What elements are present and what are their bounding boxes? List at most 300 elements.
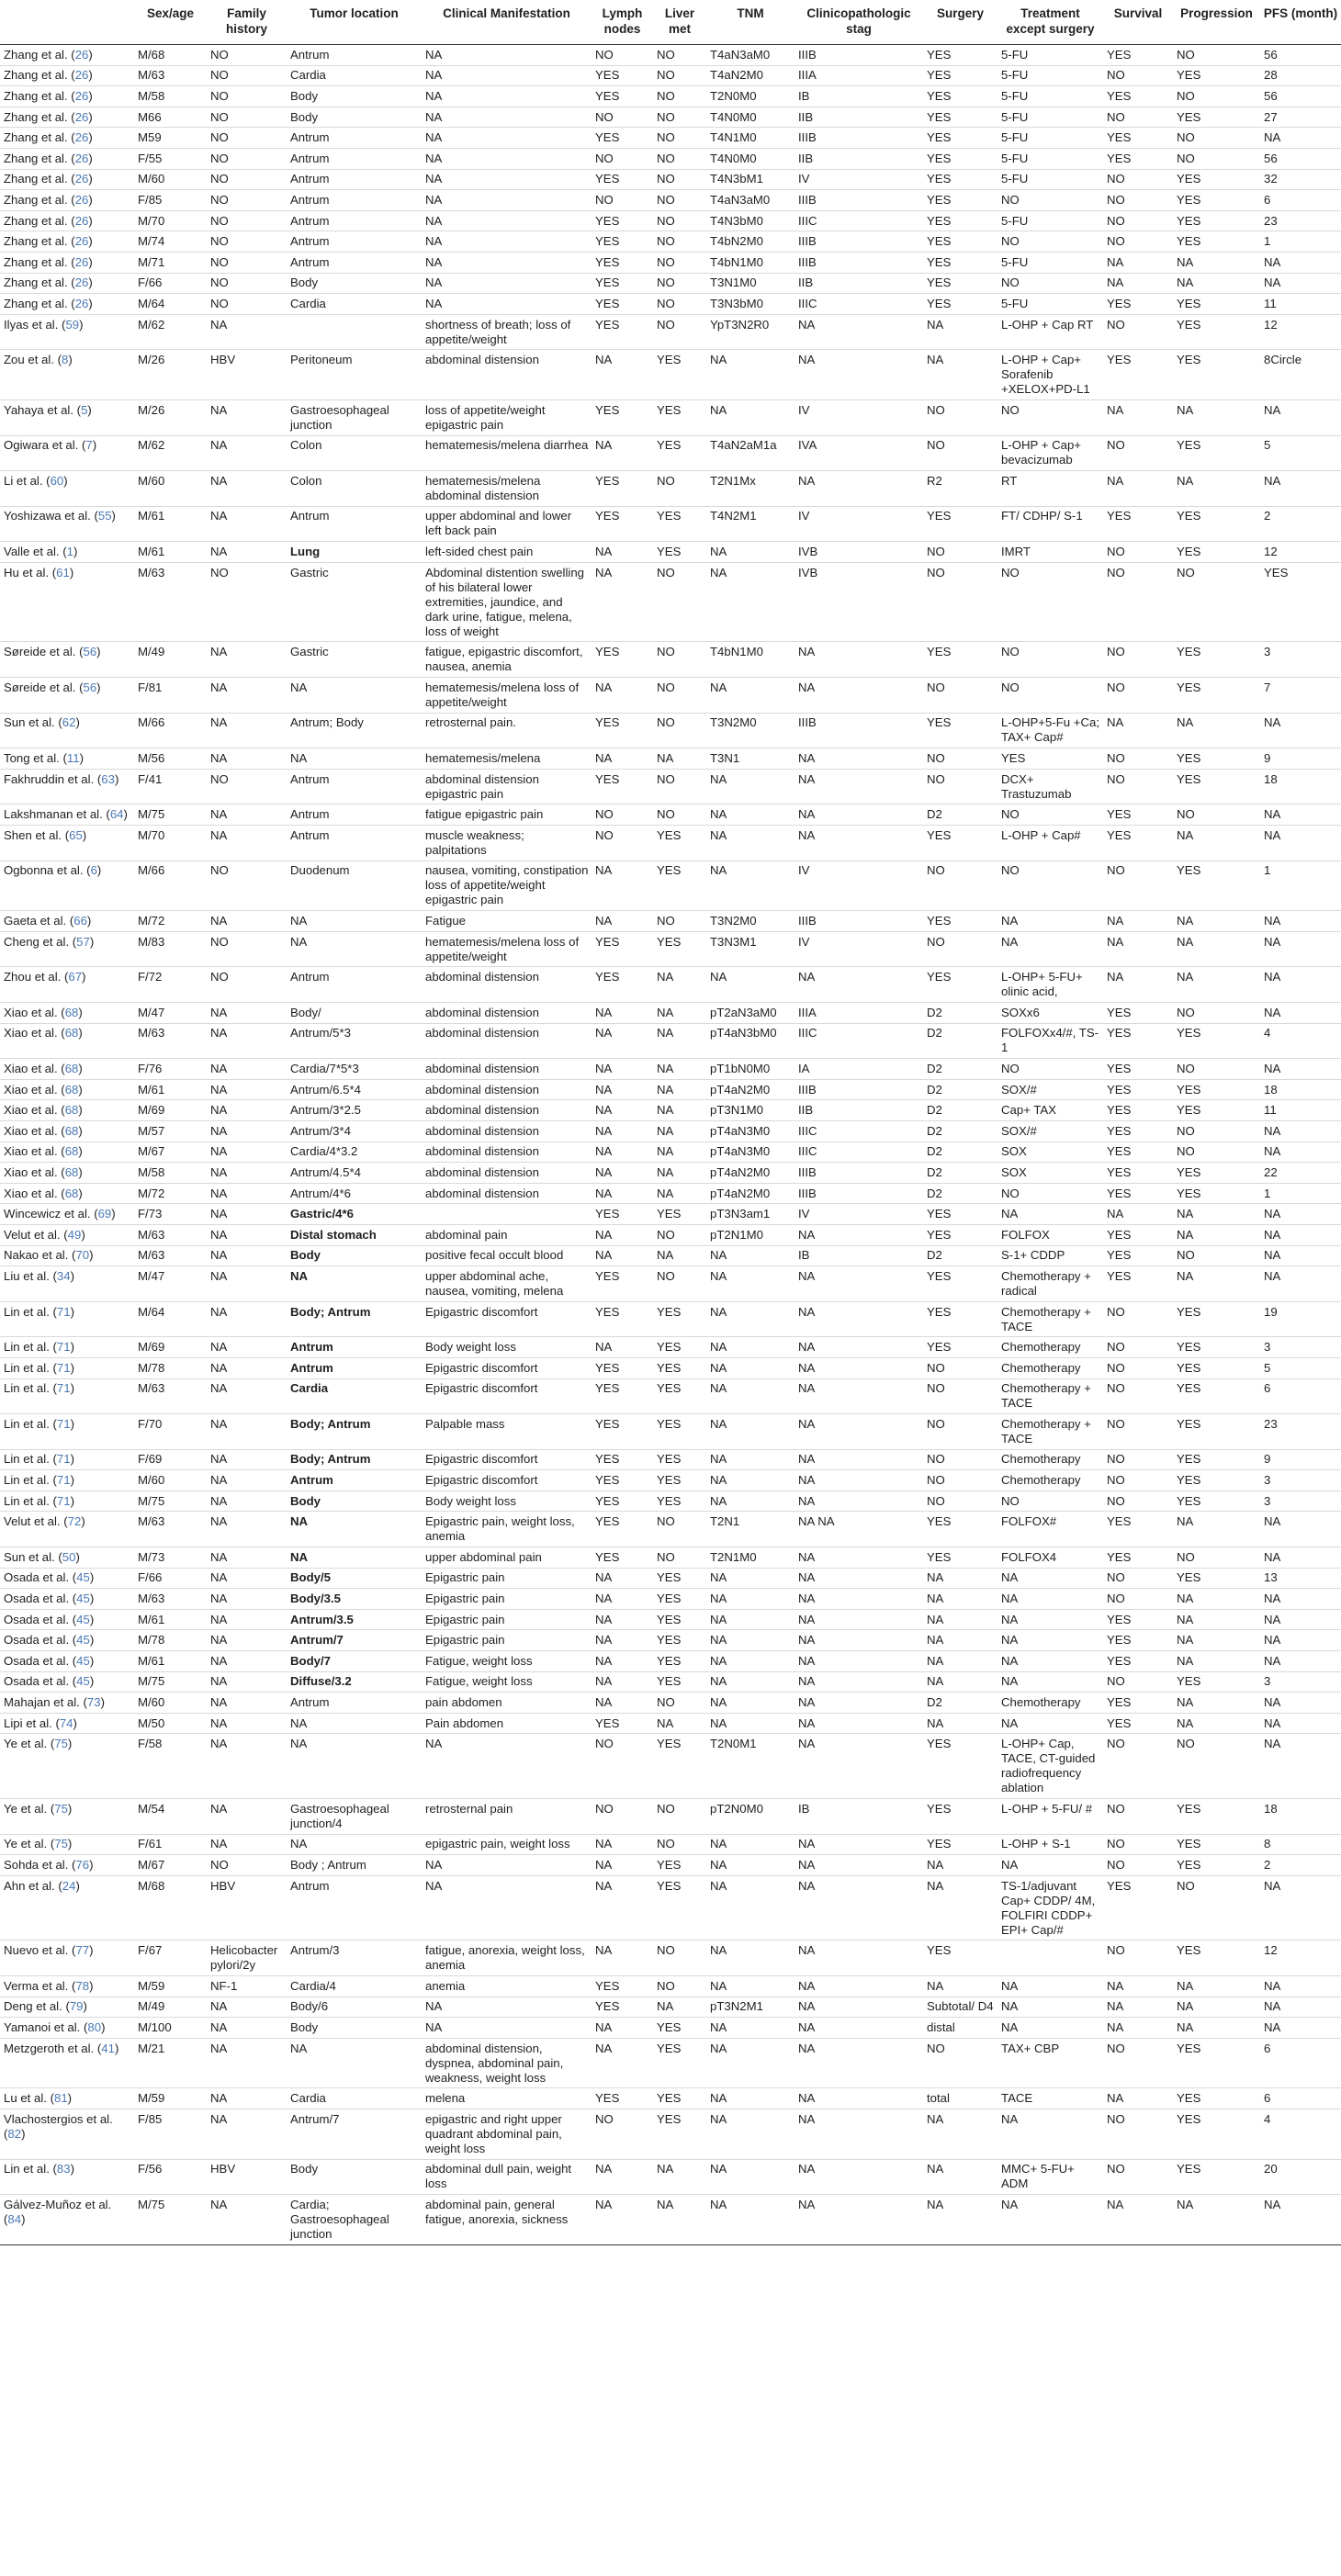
table-cell: NA (1260, 1003, 1341, 1024)
table-cell: M/50 (134, 1713, 207, 1734)
table-cell: NA (794, 2195, 923, 2245)
table-row (0, 1224, 1341, 1245)
table-cell: 5-FU (997, 294, 1103, 315)
reference-link[interactable]: 72 (67, 1514, 82, 1529)
table-cell: Cap+ TAX (997, 1100, 1103, 1121)
table-cell: YES (592, 169, 653, 190)
table-cell: NA (706, 1301, 794, 1337)
table-cell: 5-FU (997, 128, 1103, 149)
table-cell: NO (207, 107, 287, 128)
table-cell: YES (653, 399, 706, 435)
table-cell: M/60 (134, 1470, 207, 1491)
table-cell: NA (706, 2088, 794, 2109)
table-cell: NO (653, 471, 706, 507)
table-cell: NO (653, 107, 706, 128)
table-cell: YES (592, 1512, 653, 1547)
table-cell: YES (1173, 1449, 1260, 1470)
reference-link[interactable]: 26 (74, 276, 89, 290)
table-cell: SOXx6 (997, 1003, 1103, 1024)
study-cell: Ilyas et al. (59) (0, 314, 134, 350)
table-cell: NO (1103, 107, 1173, 128)
table-cell: NA (794, 826, 923, 861)
table-cell: IV (794, 169, 923, 190)
table-row (0, 1490, 1341, 1512)
table-cell: YES (653, 931, 706, 967)
table-cell: epigastric and right upper quadrant abdominal pain, weight loss (422, 2109, 592, 2159)
reference-link[interactable]: 80 (87, 2019, 102, 2034)
table-cell: Antrum (287, 506, 422, 542)
table-cell: NA (794, 2038, 923, 2088)
reference-link[interactable]: 57 (76, 934, 90, 949)
reference-link[interactable]: 26 (74, 109, 89, 124)
table-cell: M/59 (134, 1975, 207, 1997)
reference-link[interactable]: 45 (76, 1570, 90, 1585)
table-cell: NA (207, 1414, 287, 1450)
table-cell: NA (592, 1245, 653, 1266)
table-cell: M/75 (134, 1671, 207, 1693)
table-cell: NA (1260, 1975, 1341, 1997)
table-cell: YES (592, 1713, 653, 1734)
column-header: Tumor location (287, 0, 422, 45)
table-cell: R2 (923, 471, 997, 507)
reference-link[interactable]: 71 (56, 1304, 71, 1319)
reference-link[interactable]: 45 (76, 1592, 90, 1606)
table-cell: D2 (923, 1142, 997, 1163)
table-cell: NA (706, 1713, 794, 1734)
table-cell: YES (1173, 2159, 1260, 2195)
column-header: Survival (1103, 0, 1173, 45)
table-cell: L-OHP + Cap RT (997, 314, 1103, 350)
table-cell: IB (794, 1799, 923, 1835)
reference-link[interactable]: 68 (64, 1082, 79, 1097)
table-cell: NA (706, 1337, 794, 1358)
table-row (0, 506, 1341, 542)
table-cell: IIB (794, 273, 923, 294)
table-row (0, 45, 1341, 66)
table-cell: SOX (997, 1163, 1103, 1184)
table-cell: NA (1173, 1589, 1260, 1610)
table-cell: NA (653, 1023, 706, 1059)
reference-link[interactable]: 76 (75, 1857, 90, 1872)
table-cell: 22 (1260, 1163, 1341, 1184)
table-cell: shortness of breath; loss of appetite/weight (422, 314, 592, 350)
table-cell: abdominal distension (422, 967, 592, 1003)
table-cell: NO (1103, 562, 1173, 642)
table-cell: YES (1173, 1568, 1260, 1589)
table-cell: NA (207, 1834, 287, 1855)
table-cell: NA (1173, 1630, 1260, 1651)
table-cell: NA (1260, 1609, 1341, 1630)
table-cell: M/62 (134, 314, 207, 350)
reference-link[interactable]: 75 (54, 1837, 68, 1851)
table-cell: YES (1173, 769, 1260, 804)
table-cell: L-OHP+5-Fu +Ca; TAX+ Cap# (997, 713, 1103, 748)
table-cell: NA (422, 294, 592, 315)
table-cell: NA (1173, 1266, 1260, 1302)
reference-link[interactable]: 41 (101, 2041, 115, 2055)
reference-link[interactable]: 11 (66, 751, 80, 766)
table-cell: Antrum (287, 252, 422, 273)
reference-link[interactable]: 79 (69, 1999, 84, 2014)
table-cell: Helicobacter pylori/2y (207, 1940, 287, 1976)
table-cell: NA (592, 1079, 653, 1100)
reference-link[interactable]: 65 (69, 827, 83, 842)
table-cell: NA (706, 1414, 794, 1450)
table-cell: IIB (794, 148, 923, 169)
reference-link[interactable]: 1 (66, 545, 73, 559)
column-header: Treatment except surgery (997, 0, 1103, 45)
reference-link[interactable]: 26 (74, 192, 89, 207)
table-cell: F/58 (134, 1734, 207, 1799)
reference-link[interactable]: 24 (62, 1878, 76, 1893)
table-cell: FOLFOX# (997, 1512, 1103, 1547)
table-cell: IIIC (794, 1142, 923, 1163)
study-cell: Verma et al. (78) (0, 1975, 134, 1997)
table-cell: YES (592, 231, 653, 253)
reference-link[interactable]: 68 (64, 1123, 79, 1138)
table-cell: NA (706, 1875, 794, 1940)
table-cell: YES (1260, 562, 1341, 642)
table-cell: Antrum (287, 148, 422, 169)
study-cell: Valle et al. (1) (0, 542, 134, 563)
table-cell: NA (1260, 1245, 1341, 1266)
table-cell: D2 (923, 804, 997, 826)
study-cell: Søreide et al. (56) (0, 642, 134, 678)
reference-link[interactable]: 71 (56, 1416, 71, 1431)
table-cell: YES (1173, 1834, 1260, 1855)
table-cell: NA (794, 1834, 923, 1855)
study-cell: Zhang et al. (26) (0, 65, 134, 86)
table-cell: NA (207, 399, 287, 435)
table-cell: NA (706, 2109, 794, 2159)
table-cell: Antrum/7 (287, 1630, 422, 1651)
reference-link[interactable]: 26 (74, 130, 89, 145)
table-cell: NA (794, 642, 923, 678)
table-cell: YES (653, 1301, 706, 1337)
reference-link[interactable]: 26 (74, 47, 89, 62)
study-cell: Li et al. (60) (0, 471, 134, 507)
reference-link[interactable]: 66 (73, 914, 87, 928)
table-cell: Chemotherapy + TACE (997, 1301, 1103, 1337)
table-cell: YES (592, 506, 653, 542)
table-cell: IIB (794, 1100, 923, 1121)
reference-link[interactable]: 81 (53, 2091, 68, 2106)
table-cell: NA (794, 1975, 923, 1997)
table-cell: 2 (1260, 506, 1341, 542)
table-cell: YES (653, 1470, 706, 1491)
table-cell: D2 (923, 1163, 997, 1184)
reference-link[interactable]: 68 (64, 1026, 79, 1041)
table-row (0, 1547, 1341, 1569)
table-cell: YES (1173, 435, 1260, 471)
reference-link[interactable]: 71 (56, 1381, 71, 1396)
reference-link[interactable]: 8 (62, 353, 69, 367)
table-cell: NO (997, 273, 1103, 294)
table-row (0, 748, 1341, 770)
table-cell: Antrum (287, 45, 422, 66)
table-row (0, 1875, 1341, 1940)
table-cell: NO (1103, 314, 1173, 350)
table-row (0, 1799, 1341, 1835)
study-cell: Lakshmanan et al. (64) (0, 804, 134, 826)
reference-link[interactable]: 68 (64, 1164, 79, 1179)
table-cell: M/68 (134, 45, 207, 66)
table-cell: M/49 (134, 1997, 207, 2018)
table-cell: NA (422, 169, 592, 190)
table-cell: NA (794, 471, 923, 507)
table-cell: YES (592, 713, 653, 748)
reference-link[interactable]: 74 (59, 1715, 73, 1730)
reference-link[interactable]: 45 (76, 1612, 90, 1626)
table-cell: Antrum (287, 190, 422, 211)
table-cell: NA (1260, 1734, 1341, 1799)
reference-link[interactable]: 68 (64, 1103, 79, 1118)
reference-link[interactable]: 64 (109, 807, 124, 822)
table-cell: NA (1260, 1059, 1341, 1080)
table-cell: NA (1173, 273, 1260, 294)
table-cell: YES (923, 1224, 997, 1245)
reference-link[interactable]: 71 (56, 1473, 71, 1488)
table-cell: NO (653, 1799, 706, 1835)
reference-link[interactable]: 68 (64, 1144, 79, 1159)
table-cell: Cardia (287, 1378, 422, 1414)
table-cell: NA (706, 1693, 794, 1714)
table-cell: NA (653, 1142, 706, 1163)
reference-link[interactable]: 56 (83, 645, 97, 659)
table-cell: NA (422, 2018, 592, 2039)
table-cell: YES (592, 931, 653, 967)
table-cell: NA (422, 86, 592, 107)
study-cell: Ye et al. (75) (0, 1799, 134, 1835)
reference-link[interactable]: 75 (54, 1737, 68, 1751)
table-cell: NA (706, 542, 794, 563)
column-header: PFS (month) (1260, 0, 1341, 45)
reference-link[interactable]: 26 (74, 88, 89, 103)
study-cell: Zhang et al. (26) (0, 128, 134, 149)
table-row (0, 231, 1341, 253)
reference-link[interactable]: 5 (81, 402, 88, 417)
reference-link[interactable]: 45 (76, 1653, 90, 1668)
table-cell: Epigastric discomfort (422, 1357, 592, 1378)
table-cell: NA (207, 2018, 287, 2039)
table-row (0, 911, 1341, 932)
table-cell: NA (706, 826, 794, 861)
table-cell: IIIA (794, 65, 923, 86)
reference-link[interactable]: 68 (64, 1005, 79, 1019)
reference-link[interactable]: 45 (76, 1633, 90, 1648)
table-cell: NO (592, 804, 653, 826)
table-cell: NO (1103, 210, 1173, 231)
table-cell: YES (1173, 1183, 1260, 1204)
table-cell: pT3N2M1 (706, 1997, 794, 2018)
table-row (0, 1449, 1341, 1470)
reference-link[interactable]: 26 (74, 68, 89, 83)
table-cell: YES (923, 252, 997, 273)
table-cell: NA (706, 2195, 794, 2245)
reference-link[interactable]: 26 (74, 254, 89, 269)
table-row (0, 210, 1341, 231)
reference-link[interactable]: 62 (62, 715, 76, 730)
reference-link[interactable]: 7 (85, 438, 93, 453)
reference-link[interactable]: 55 (97, 509, 112, 523)
study-cell: Metzgeroth et al. (41) (0, 2038, 134, 2088)
table-row (0, 1301, 1341, 1337)
reference-link[interactable]: 83 (56, 2162, 71, 2177)
table-cell: Cardia (287, 65, 422, 86)
table-cell: Body ; Antrum (287, 1855, 422, 1876)
table-cell: NO (207, 931, 287, 967)
table-cell: 18 (1260, 1799, 1341, 1835)
table-cell: NO (1103, 1337, 1173, 1358)
table-cell: NA (706, 2159, 794, 2195)
reference-link[interactable]: 75 (54, 1801, 68, 1816)
table-row (0, 435, 1341, 471)
table-cell: T4N3bM0 (706, 210, 794, 231)
table-cell: hematemesis/melena loss of appetite/weight (422, 931, 592, 967)
table-cell: Antrum (287, 826, 422, 861)
reference-link[interactable]: 71 (56, 1493, 71, 1508)
table-cell: NA (207, 435, 287, 471)
table-cell: NO (1103, 678, 1173, 714)
table-cell: NA (1260, 967, 1341, 1003)
table-row (0, 1357, 1341, 1378)
column-header: Progression (1173, 0, 1260, 45)
reference-link[interactable]: 50 (62, 1549, 76, 1564)
reference-link[interactable]: 73 (86, 1695, 101, 1710)
study-cell: Xiao et al. (68) (0, 1120, 134, 1142)
reference-link[interactable]: 68 (64, 1061, 79, 1075)
table-cell: NA (794, 804, 923, 826)
table-cell: NA (592, 1855, 653, 1876)
reference-link[interactable]: 82 (7, 2126, 22, 2141)
table-cell: M/58 (134, 86, 207, 107)
reference-link[interactable]: 84 (7, 2211, 22, 2226)
reference-link[interactable]: 34 (56, 1268, 71, 1283)
table-cell: NO (207, 769, 287, 804)
table-cell: Antrum/3*4 (287, 1120, 422, 1142)
reference-link[interactable]: 61 (56, 565, 70, 579)
table-cell: YES (653, 1630, 706, 1651)
table-cell: IIIB (794, 911, 923, 932)
table-cell: retrosternal pain (422, 1799, 592, 1835)
table-cell: NA (794, 2018, 923, 2039)
table-cell: NA (592, 562, 653, 642)
table-cell: M/68 (134, 1875, 207, 1940)
reference-link[interactable]: 71 (56, 1340, 71, 1355)
table-cell: nausea, vomiting, constipation loss of appetite/weight epigastric pain (422, 861, 592, 911)
table-cell: NA (207, 314, 287, 350)
table-cell: D2 (923, 1059, 997, 1080)
table-cell: YES (1173, 1163, 1260, 1184)
reference-link[interactable]: 26 (74, 213, 89, 228)
table-cell: NA (207, 1470, 287, 1491)
reference-link[interactable]: 26 (74, 172, 89, 186)
reference-link[interactable]: 70 (75, 1248, 90, 1263)
table-cell: NO (997, 231, 1103, 253)
reference-link[interactable]: 49 (67, 1227, 82, 1242)
reference-link[interactable]: 77 (75, 1943, 90, 1958)
reference-link[interactable]: 68 (64, 1186, 79, 1200)
table-cell: YES (923, 967, 997, 1003)
table-cell: NA (422, 107, 592, 128)
reference-link[interactable]: 69 (97, 1207, 112, 1221)
table-cell: TAX+ CBP (997, 2038, 1103, 2088)
table-cell: NA (1260, 128, 1341, 149)
table-cell: NA (1260, 931, 1341, 967)
reference-link[interactable]: 60 (50, 473, 64, 488)
table-cell: NO (1103, 1378, 1173, 1414)
reference-link[interactable]: 56 (83, 680, 97, 694)
table-cell: NO (207, 294, 287, 315)
reference-link[interactable]: 26 (74, 151, 89, 165)
table-cell: YES (1173, 1100, 1260, 1121)
reference-link[interactable]: 59 (65, 317, 80, 332)
table-cell: F/70 (134, 1414, 207, 1450)
table-cell: 5 (1260, 1357, 1341, 1378)
table-cell: Epigastric pain (422, 1589, 592, 1610)
reference-link[interactable]: 78 (75, 1978, 90, 1993)
table-cell: NA (1260, 911, 1341, 932)
table-cell: T4N0M0 (706, 148, 794, 169)
table-cell: pT2aN3aM0 (706, 1003, 794, 1024)
table-cell: NA (592, 2018, 653, 2039)
reference-link[interactable]: 26 (74, 234, 89, 249)
table-cell: NA (207, 1100, 287, 1121)
table-cell: M/69 (134, 1337, 207, 1358)
table-cell: NA (207, 1245, 287, 1266)
table-cell: NA (592, 1651, 653, 1672)
table-cell: YES (1103, 148, 1173, 169)
table-cell: NO (997, 1059, 1103, 1080)
table-cell: NA (794, 1547, 923, 1569)
table-cell: left-sided chest pain (422, 542, 592, 563)
table-cell: IVB (794, 562, 923, 642)
reference-link[interactable]: 71 (56, 1360, 71, 1375)
table-row (0, 2159, 1341, 2195)
table-cell: YES (923, 506, 997, 542)
table-cell: Antrum/3 (287, 1940, 422, 1976)
table-cell: NA (794, 1378, 923, 1414)
table-cell: NA (207, 1142, 287, 1163)
reference-link[interactable]: 6 (90, 863, 97, 878)
table-cell: YpT3N2R0 (706, 314, 794, 350)
table-cell: D2 (923, 1003, 997, 1024)
reference-link[interactable]: 63 (101, 771, 115, 786)
reference-link[interactable]: 26 (74, 296, 89, 310)
reference-link[interactable]: 45 (76, 1674, 90, 1689)
table-cell: abdominal distension (422, 1120, 592, 1142)
table-cell: NA (287, 931, 422, 967)
reference-link[interactable]: 71 (56, 1452, 71, 1467)
table-cell: NO (1173, 1142, 1260, 1163)
table-cell: FOLFOX (997, 1224, 1103, 1245)
table-cell: NA (592, 1224, 653, 1245)
table-cell: NA (1173, 1693, 1260, 1714)
table-cell: NA (207, 1671, 287, 1693)
table-cell: NA (794, 2088, 923, 2109)
table-cell: NO (592, 107, 653, 128)
table-cell: 12 (1260, 1940, 1341, 1976)
table-cell: NA (1103, 2018, 1173, 2039)
table-cell: L-OHP+ Cap, TACE, CT-guided radiofrequency ablation (997, 1734, 1103, 1799)
table-cell: NA (653, 1245, 706, 1266)
table-cell: IIIC (794, 1120, 923, 1142)
table-cell: NO (1103, 861, 1173, 911)
reference-link[interactable]: 67 (68, 970, 83, 984)
table-cell: NA (706, 1975, 794, 1997)
table-cell: NO (207, 148, 287, 169)
table-cell: YES (653, 2088, 706, 2109)
